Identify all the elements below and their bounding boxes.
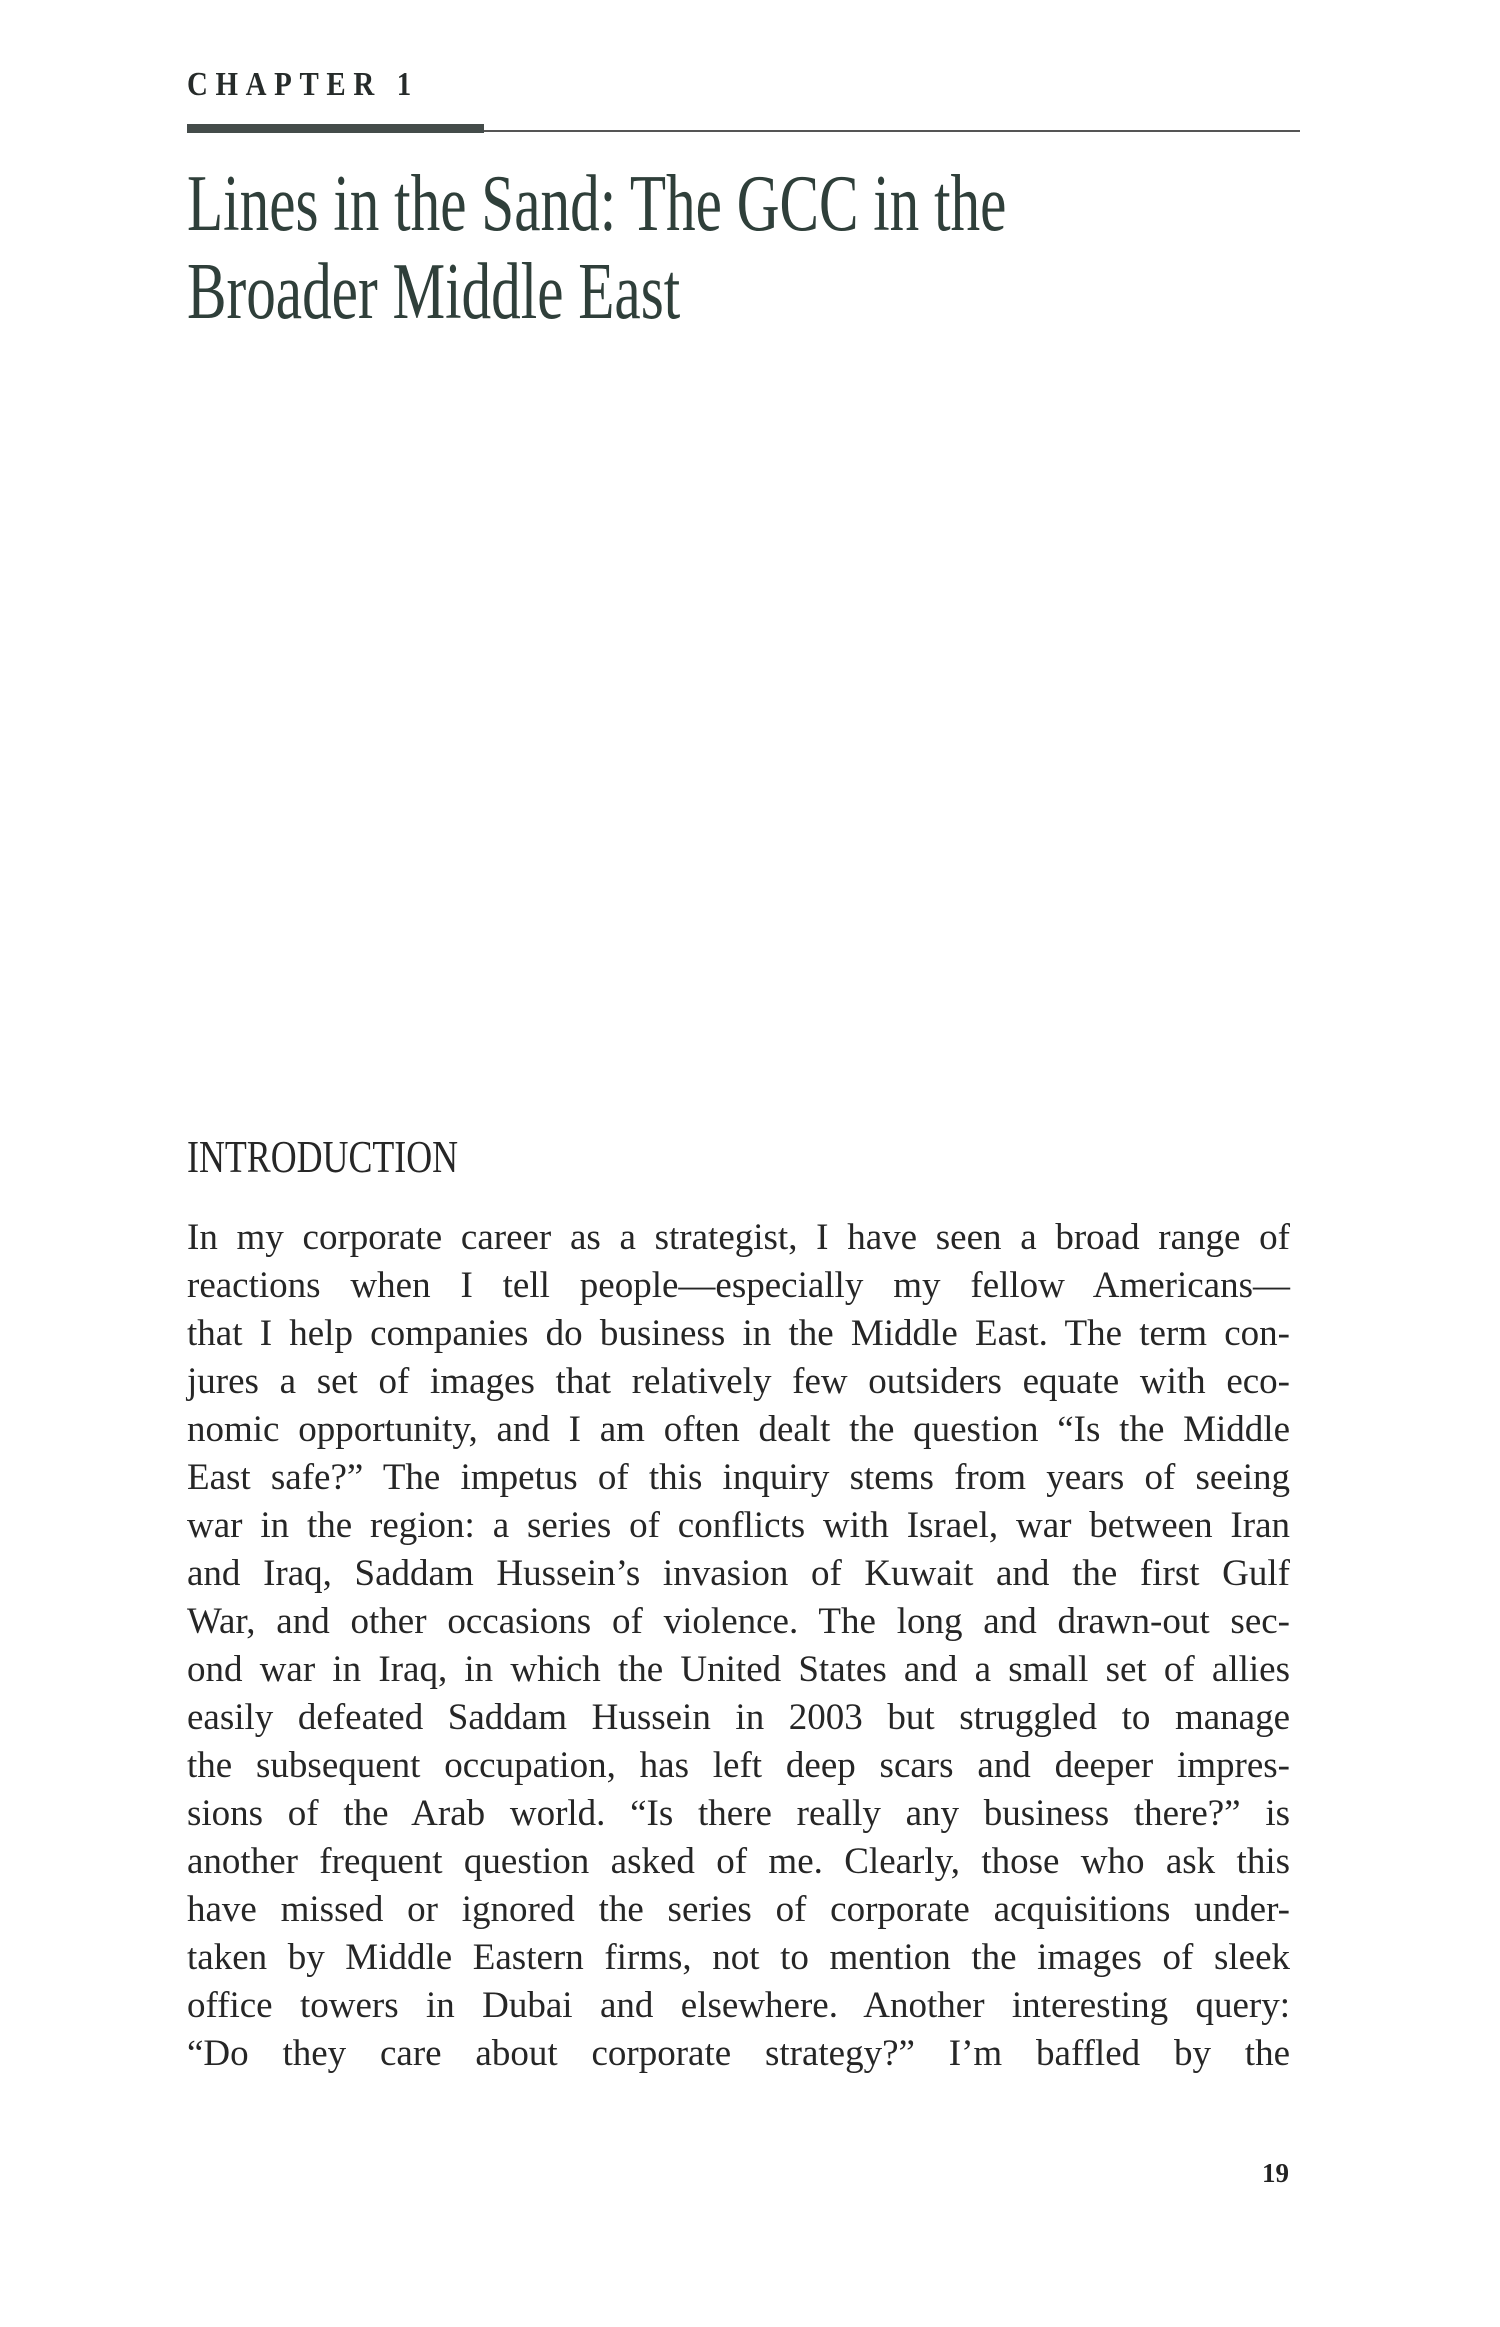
body-line: that I help companies do business in the Middle East. The term con- [187,1313,1290,1354]
title-line: Lines in the Sand: The GCC in the [187,160,1007,248]
chapter-title [187,160,1223,336]
body-line: sions of the Arab world. “Is there really any business there?” is [187,1793,1290,1834]
body-line: reactions when I tell people—especially my fellow Americans— [187,1265,1290,1306]
chapter-label: CHAPTER 1 [187,66,419,103]
body-line: ond war in Iraq, in which the United States and a small set of allies [187,1649,1290,1690]
body-line: easily defeated Saddam Hussein in 2003 but struggled to manage [187,1697,1290,1738]
section-heading: INTRODUCTION [187,1131,459,1182]
body-line: East safe?” The impetus of this inquiry stems from years of seeing [187,1457,1290,1498]
body-line: “Do they care about corporate strategy?” I’m baffled by the [187,2033,1290,2074]
body-line: taken by Middle Eastern firms, not to mention the images of sleek [187,1937,1290,1978]
body-line: the subsequent occupation, has left deep scars and deeper impres- [187,1745,1290,1786]
chapter-rule-thick [187,124,484,133]
body-text [187,1214,1290,2078]
body-line: War, and other occasions of violence. The long and drawn-out sec- [187,1601,1290,1642]
body-line: jures a set of images that relatively few outsiders equate with eco- [187,1361,1290,1402]
chapter-rule-thin [484,130,1300,132]
body-line: have missed or ignored the series of corporate acquisitions under- [187,1889,1290,1930]
title-line: Broader Middle East [187,248,681,336]
body-line: and Iraq, Saddam Hussein’s invasion of Kuwait and the first Gulf [187,1553,1290,1594]
body-line: In my corporate career as a strategist, I have seen a broad range of [187,1217,1290,1258]
body-line: nomic opportunity, and I am often dealt the question “Is the Middle [187,1409,1290,1450]
page-number: 19 [1262,2158,1289,2188]
body-line: another frequent question asked of me. Clearly, those who ask this [187,1841,1290,1882]
body-line: war in the region: a series of conflicts with Israel, war between Iran [187,1505,1290,1546]
body-line: office towers in Dubai and elsewhere. Another interesting query: [187,1985,1290,2026]
